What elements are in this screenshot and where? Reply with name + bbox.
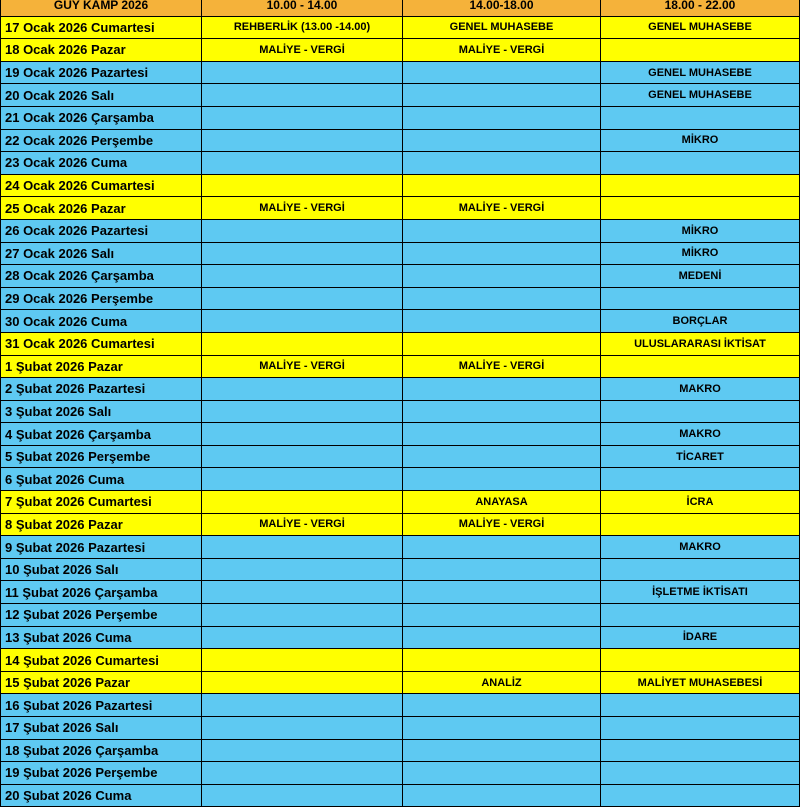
table-row	[1, 671, 800, 694]
table-row	[1, 129, 800, 152]
schedule-body	[1, 16, 800, 807]
slot1-cell: REHBERLİK (13.00 -14.00)	[202, 16, 403, 39]
slot3-cell	[601, 694, 800, 717]
slot3-cell: MİKRO	[601, 242, 800, 265]
slot3-cell: İDARE	[601, 626, 800, 649]
date-cell: 19 Ocak 2026 Pazartesi	[1, 61, 202, 84]
date-cell: 27 Ocak 2026 Salı	[1, 242, 202, 265]
slot2-cell	[403, 152, 601, 175]
date-cell: 31 Ocak 2026 Cumartesi	[1, 332, 202, 355]
slot2-cell: MALİYE - VERGİ	[403, 197, 601, 220]
slot2-cell	[403, 649, 601, 672]
table-row	[1, 219, 800, 242]
date-cell: 25 Ocak 2026 Pazar	[1, 197, 202, 220]
slot1-cell	[202, 694, 403, 717]
slot1-cell	[202, 558, 403, 581]
slot1-cell	[202, 106, 403, 129]
table-row	[1, 694, 800, 717]
table-row	[1, 242, 800, 265]
slot2-cell	[403, 400, 601, 423]
table-row	[1, 581, 800, 604]
table-row	[1, 558, 800, 581]
slot1-cell	[202, 604, 403, 627]
table-row	[1, 400, 800, 423]
slot2-cell	[403, 558, 601, 581]
slot1-cell: MALİYE - VERGİ	[202, 39, 403, 62]
slot3-cell: İŞLETME İKTİSATI	[601, 581, 800, 604]
slot3-cell: MAKRO	[601, 536, 800, 559]
slot1-cell	[202, 310, 403, 333]
table-row	[1, 61, 800, 84]
date-cell: 11 Şubat 2026 Çarşamba	[1, 581, 202, 604]
date-cell: 21 Ocak 2026 Çarşamba	[1, 106, 202, 129]
table-row	[1, 197, 800, 220]
slot-header-2: 14.00-18.00	[403, 0, 601, 16]
slot3-cell: MAKRO	[601, 423, 800, 446]
slot1-cell	[202, 626, 403, 649]
slot2-cell: ANAYASA	[403, 491, 601, 514]
slot3-cell	[601, 649, 800, 672]
slot1-cell: MALİYE - VERGİ	[202, 355, 403, 378]
table-row	[1, 604, 800, 627]
slot1-cell: MALİYE - VERGİ	[202, 197, 403, 220]
slot2-cell	[403, 219, 601, 242]
date-cell: 18 Şubat 2026 Çarşamba	[1, 739, 202, 762]
table-row	[1, 378, 800, 401]
slot3-cell: TİCARET	[601, 445, 800, 468]
table-row	[1, 739, 800, 762]
date-cell: 1 Şubat 2026 Pazar	[1, 355, 202, 378]
slot2-cell	[403, 445, 601, 468]
slot3-cell	[601, 355, 800, 378]
table-row	[1, 152, 800, 175]
slot1-cell	[202, 129, 403, 152]
date-cell: 9 Şubat 2026 Pazartesi	[1, 536, 202, 559]
slot1-cell	[202, 242, 403, 265]
slot2-cell	[403, 717, 601, 740]
slot1-cell	[202, 84, 403, 107]
date-cell: 3 Şubat 2026 Salı	[1, 400, 202, 423]
date-cell: 23 Ocak 2026 Cuma	[1, 152, 202, 175]
date-cell: 15 Şubat 2026 Pazar	[1, 671, 202, 694]
date-cell: 4 Şubat 2026 Çarşamba	[1, 423, 202, 446]
slot2-cell: MALİYE - VERGİ	[403, 513, 601, 536]
slot2-cell	[403, 468, 601, 491]
table-row	[1, 445, 800, 468]
slot2-cell	[403, 739, 601, 762]
slot2-cell	[403, 536, 601, 559]
table-row	[1, 84, 800, 107]
slot2-cell	[403, 423, 601, 446]
slot3-cell: MAKRO	[601, 378, 800, 401]
date-cell: 12 Şubat 2026 Perşembe	[1, 604, 202, 627]
slot1-cell	[202, 219, 403, 242]
header-row	[1, 0, 800, 16]
date-cell: 18 Ocak 2026 Pazar	[1, 39, 202, 62]
table-row	[1, 16, 800, 39]
slot1-cell	[202, 762, 403, 785]
date-cell: 5 Şubat 2026 Perşembe	[1, 445, 202, 468]
slot3-cell	[601, 468, 800, 491]
date-cell: 28 Ocak 2026 Çarşamba	[1, 265, 202, 288]
date-cell: 30 Ocak 2026 Cuma	[1, 310, 202, 333]
table-row	[1, 287, 800, 310]
slot1-cell	[202, 378, 403, 401]
slot1-cell	[202, 717, 403, 740]
slot2-cell	[403, 332, 601, 355]
slot-header-3: 18.00 - 22.00	[601, 0, 800, 16]
table-row	[1, 174, 800, 197]
table-row	[1, 355, 800, 378]
table-row	[1, 513, 800, 536]
slot1-cell	[202, 671, 403, 694]
slot1-cell	[202, 491, 403, 514]
date-cell: 14 Şubat 2026 Cumartesi	[1, 649, 202, 672]
slot2-cell: MALİYE - VERGİ	[403, 355, 601, 378]
slot2-cell	[403, 626, 601, 649]
slot2-cell	[403, 287, 601, 310]
date-cell: 7 Şubat 2026 Cumartesi	[1, 491, 202, 514]
slot3-cell: GENEL MUHASEBE	[601, 61, 800, 84]
slot3-cell	[601, 39, 800, 62]
date-cell: 29 Ocak 2026 Perşembe	[1, 287, 202, 310]
slot2-cell: ANALİZ	[403, 671, 601, 694]
table-row	[1, 626, 800, 649]
slot2-cell	[403, 378, 601, 401]
date-cell: 13 Şubat 2026 Cuma	[1, 626, 202, 649]
slot1-cell	[202, 332, 403, 355]
table-row	[1, 491, 800, 514]
slot2-cell	[403, 581, 601, 604]
slot3-cell	[601, 174, 800, 197]
slot3-cell: MEDENİ	[601, 265, 800, 288]
slot3-cell: İCRA	[601, 491, 800, 514]
slot2-cell	[403, 84, 601, 107]
table-row	[1, 784, 800, 807]
slot1-cell	[202, 423, 403, 446]
slot1-cell	[202, 649, 403, 672]
slot2-cell	[403, 265, 601, 288]
date-cell: 19 Şubat 2026 Perşembe	[1, 762, 202, 785]
slot2-cell: GENEL MUHASEBE	[403, 16, 601, 39]
slot1-cell	[202, 784, 403, 807]
slot3-cell	[601, 106, 800, 129]
slot3-cell	[601, 287, 800, 310]
slot3-cell	[601, 558, 800, 581]
slot1-cell	[202, 174, 403, 197]
table-row	[1, 265, 800, 288]
slot1-cell	[202, 400, 403, 423]
slot1-cell: MALİYE - VERGİ	[202, 513, 403, 536]
table-row	[1, 423, 800, 446]
table-row	[1, 332, 800, 355]
slot3-cell: BORÇLAR	[601, 310, 800, 333]
slot3-cell	[601, 739, 800, 762]
slot3-cell	[601, 604, 800, 627]
table-row	[1, 39, 800, 62]
slot2-cell: MALİYE - VERGİ	[403, 39, 601, 62]
slot3-cell: MİKRO	[601, 219, 800, 242]
slot2-cell	[403, 310, 601, 333]
table-row	[1, 649, 800, 672]
table-row	[1, 310, 800, 333]
slot3-cell: MİKRO	[601, 129, 800, 152]
table-title: GUY KAMP 2026	[1, 0, 202, 16]
slot3-cell	[601, 762, 800, 785]
slot1-cell	[202, 581, 403, 604]
slot2-cell	[403, 106, 601, 129]
slot3-cell: GENEL MUHASEBE	[601, 16, 800, 39]
date-cell: 16 Şubat 2026 Pazartesi	[1, 694, 202, 717]
date-cell: 8 Şubat 2026 Pazar	[1, 513, 202, 536]
table-row	[1, 762, 800, 785]
date-cell: 24 Ocak 2026 Cumartesi	[1, 174, 202, 197]
slot-header-1: 10.00 - 14.00	[202, 0, 403, 16]
date-cell: 20 Ocak 2026 Salı	[1, 84, 202, 107]
date-cell: 22 Ocak 2026 Perşembe	[1, 129, 202, 152]
slot2-cell	[403, 604, 601, 627]
date-cell: 6 Şubat 2026 Cuma	[1, 468, 202, 491]
date-cell: 17 Ocak 2026 Cumartesi	[1, 16, 202, 39]
slot3-cell	[601, 400, 800, 423]
table-row	[1, 106, 800, 129]
slot2-cell	[403, 174, 601, 197]
slot1-cell	[202, 468, 403, 491]
slot3-cell	[601, 152, 800, 175]
date-cell: 2 Şubat 2026 Pazartesi	[1, 378, 202, 401]
slot1-cell	[202, 739, 403, 762]
slot2-cell	[403, 694, 601, 717]
slot2-cell	[403, 762, 601, 785]
slot3-cell	[601, 197, 800, 220]
slot1-cell	[202, 265, 403, 288]
slot3-cell	[601, 513, 800, 536]
slot3-cell	[601, 784, 800, 807]
slot1-cell	[202, 536, 403, 559]
slot1-cell	[202, 61, 403, 84]
date-cell: 20 Şubat 2026 Cuma	[1, 784, 202, 807]
date-cell: 10 Şubat 2026 Salı	[1, 558, 202, 581]
table-row	[1, 717, 800, 740]
slot1-cell	[202, 287, 403, 310]
table-row	[1, 536, 800, 559]
table-row	[1, 468, 800, 491]
slot3-cell: MALİYET MUHASEBESİ	[601, 671, 800, 694]
slot2-cell	[403, 129, 601, 152]
date-cell: 17 Şubat 2026 Salı	[1, 717, 202, 740]
slot1-cell	[202, 445, 403, 468]
slot2-cell	[403, 61, 601, 84]
slot3-cell: ULUSLARARASI İKTİSAT	[601, 332, 800, 355]
slot2-cell	[403, 242, 601, 265]
date-cell: 26 Ocak 2026 Pazartesi	[1, 219, 202, 242]
slot3-cell	[601, 717, 800, 740]
slot1-cell	[202, 152, 403, 175]
slot2-cell	[403, 784, 601, 807]
slot3-cell: GENEL MUHASEBE	[601, 84, 800, 107]
